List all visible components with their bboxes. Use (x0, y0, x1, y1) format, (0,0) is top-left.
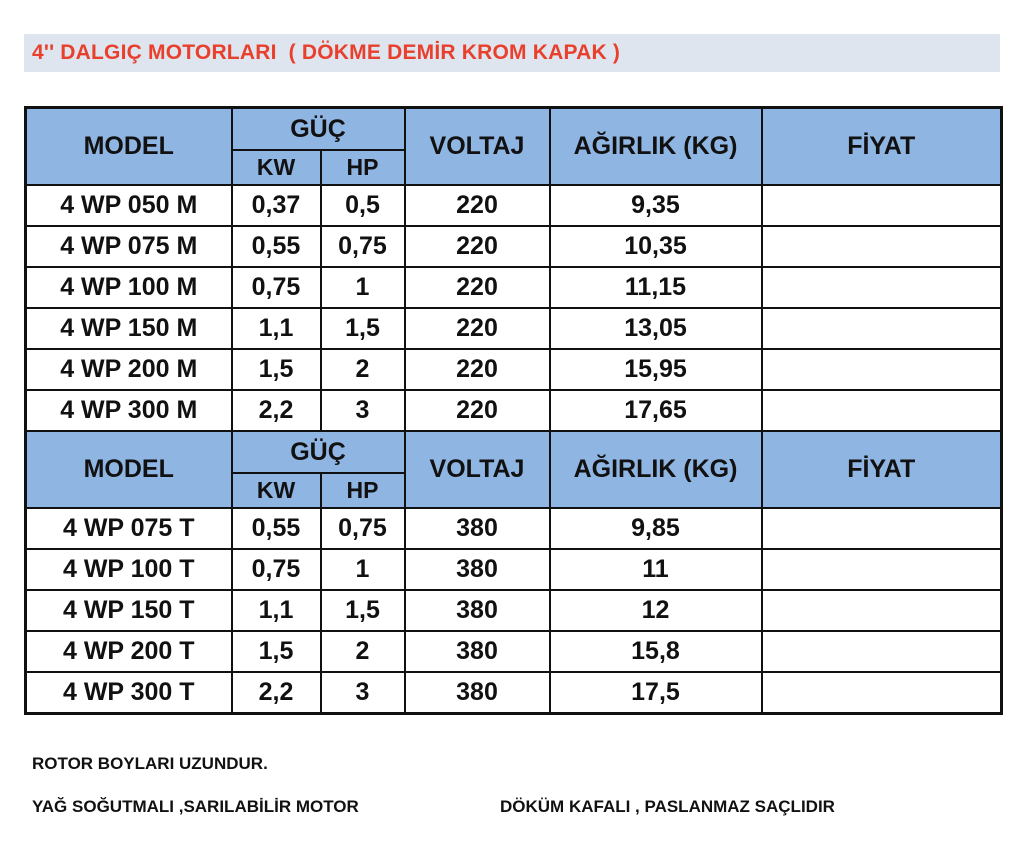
note-cooling: YAĞ SOĞUTMALI ,SARILABİLİR MOTOR (32, 797, 359, 816)
header-model: MODEL (26, 108, 232, 186)
hp-cell: 0,75 (321, 226, 405, 267)
model-cell: 4 WP 150 T (26, 590, 232, 631)
model-cell: 4 WP 200 T (26, 631, 232, 672)
model-cell: 4 WP 050 M (26, 185, 232, 226)
note-rotor: ROTOR BOYLARI UZUNDUR. (32, 754, 268, 773)
fiyat-cell (762, 226, 1002, 267)
hp-cell: 2 (321, 631, 405, 672)
model-cell: 4 WP 075 M (26, 226, 232, 267)
table-row (26, 549, 1002, 590)
price-table (24, 106, 1003, 715)
fiyat-cell (762, 308, 1002, 349)
kw-cell: 1,1 (232, 308, 321, 349)
table-row (26, 631, 1002, 672)
kw-cell: 2,2 (232, 672, 321, 714)
table-row (26, 590, 1002, 631)
model-cell: 4 WP 300 T (26, 672, 232, 714)
agirlik-cell: 10,35 (550, 226, 762, 267)
model-cell: 4 WP 300 M (26, 390, 232, 431)
kw-cell: 0,55 (232, 226, 321, 267)
header-model: MODEL (26, 431, 232, 508)
fiyat-cell (762, 672, 1002, 714)
agirlik-cell: 17,65 (550, 390, 762, 431)
agirlik-cell: 15,8 (550, 631, 762, 672)
header-agirlik: AĞIRLIK (KG) (550, 431, 762, 508)
model-cell: 4 WP 075 T (26, 508, 232, 549)
model-cell: 4 WP 150 M (26, 308, 232, 349)
header-hp: HP (321, 473, 405, 508)
voltaj-cell: 380 (405, 672, 550, 714)
kw-cell: 1,1 (232, 590, 321, 631)
header-kw: KW (232, 473, 321, 508)
fiyat-cell (762, 549, 1002, 590)
page-title: 4'' DALGIÇ MOTORLARI ( DÖKME DEMİR KROM KAPAK ) (32, 41, 621, 64)
voltaj-cell: 220 (405, 390, 550, 431)
fiyat-cell (762, 349, 1002, 390)
voltaj-cell: 380 (405, 590, 550, 631)
header-hp: HP (321, 150, 405, 185)
agirlik-cell: 9,35 (550, 185, 762, 226)
fiyat-cell (762, 631, 1002, 672)
kw-cell: 0,75 (232, 549, 321, 590)
header-fiyat: FİYAT (762, 108, 1002, 186)
hp-cell: 1,5 (321, 308, 405, 349)
title-bar (24, 34, 1000, 72)
kw-cell: 0,75 (232, 267, 321, 308)
header-row-triphase (26, 431, 1002, 473)
model-cell: 4 WP 200 M (26, 349, 232, 390)
note-casting: DÖKÜM KAFALI , PASLANMAZ SAÇLIDIR (500, 797, 835, 816)
fiyat-cell (762, 508, 1002, 549)
kw-cell: 0,55 (232, 508, 321, 549)
agirlik-cell: 13,05 (550, 308, 762, 349)
voltaj-cell: 380 (405, 631, 550, 672)
hp-cell: 1 (321, 549, 405, 590)
hp-cell: 1,5 (321, 590, 405, 631)
voltaj-cell: 220 (405, 349, 550, 390)
hp-cell: 2 (321, 349, 405, 390)
agirlik-cell: 17,5 (550, 672, 762, 714)
voltaj-cell: 380 (405, 549, 550, 590)
agirlik-cell: 11 (550, 549, 762, 590)
fiyat-cell (762, 590, 1002, 631)
header-kw: KW (232, 150, 321, 185)
hp-cell: 3 (321, 390, 405, 431)
voltaj-cell: 220 (405, 267, 550, 308)
kw-cell: 1,5 (232, 631, 321, 672)
table-row (26, 308, 1002, 349)
hp-cell: 0,5 (321, 185, 405, 226)
voltaj-cell: 220 (405, 185, 550, 226)
table-row (26, 672, 1002, 714)
voltaj-cell: 380 (405, 508, 550, 549)
table-row (26, 267, 1002, 308)
kw-cell: 0,37 (232, 185, 321, 226)
agirlik-cell: 9,85 (550, 508, 762, 549)
header-guc: GÜÇ (232, 431, 405, 473)
table-row (26, 185, 1002, 226)
agirlik-cell: 15,95 (550, 349, 762, 390)
table-row (26, 508, 1002, 549)
voltaj-cell: 220 (405, 226, 550, 267)
fiyat-cell (762, 185, 1002, 226)
agirlik-cell: 11,15 (550, 267, 762, 308)
agirlik-cell: 12 (550, 590, 762, 631)
header-agirlik: AĞIRLIK (KG) (550, 108, 762, 186)
fiyat-cell (762, 390, 1002, 431)
header-voltaj: VOLTAJ (405, 431, 550, 508)
header-fiyat: FİYAT (762, 431, 1002, 508)
header-guc: GÜÇ (232, 108, 405, 151)
hp-cell: 3 (321, 672, 405, 714)
table-row (26, 390, 1002, 431)
hp-cell: 0,75 (321, 508, 405, 549)
header-row-monophase (26, 108, 1002, 151)
kw-cell: 2,2 (232, 390, 321, 431)
table-row (26, 349, 1002, 390)
model-cell: 4 WP 100 T (26, 549, 232, 590)
table-row (26, 226, 1002, 267)
voltaj-cell: 220 (405, 308, 550, 349)
hp-cell: 1 (321, 267, 405, 308)
kw-cell: 1,5 (232, 349, 321, 390)
model-cell: 4 WP 100 M (26, 267, 232, 308)
header-voltaj: VOLTAJ (405, 108, 550, 186)
fiyat-cell (762, 267, 1002, 308)
